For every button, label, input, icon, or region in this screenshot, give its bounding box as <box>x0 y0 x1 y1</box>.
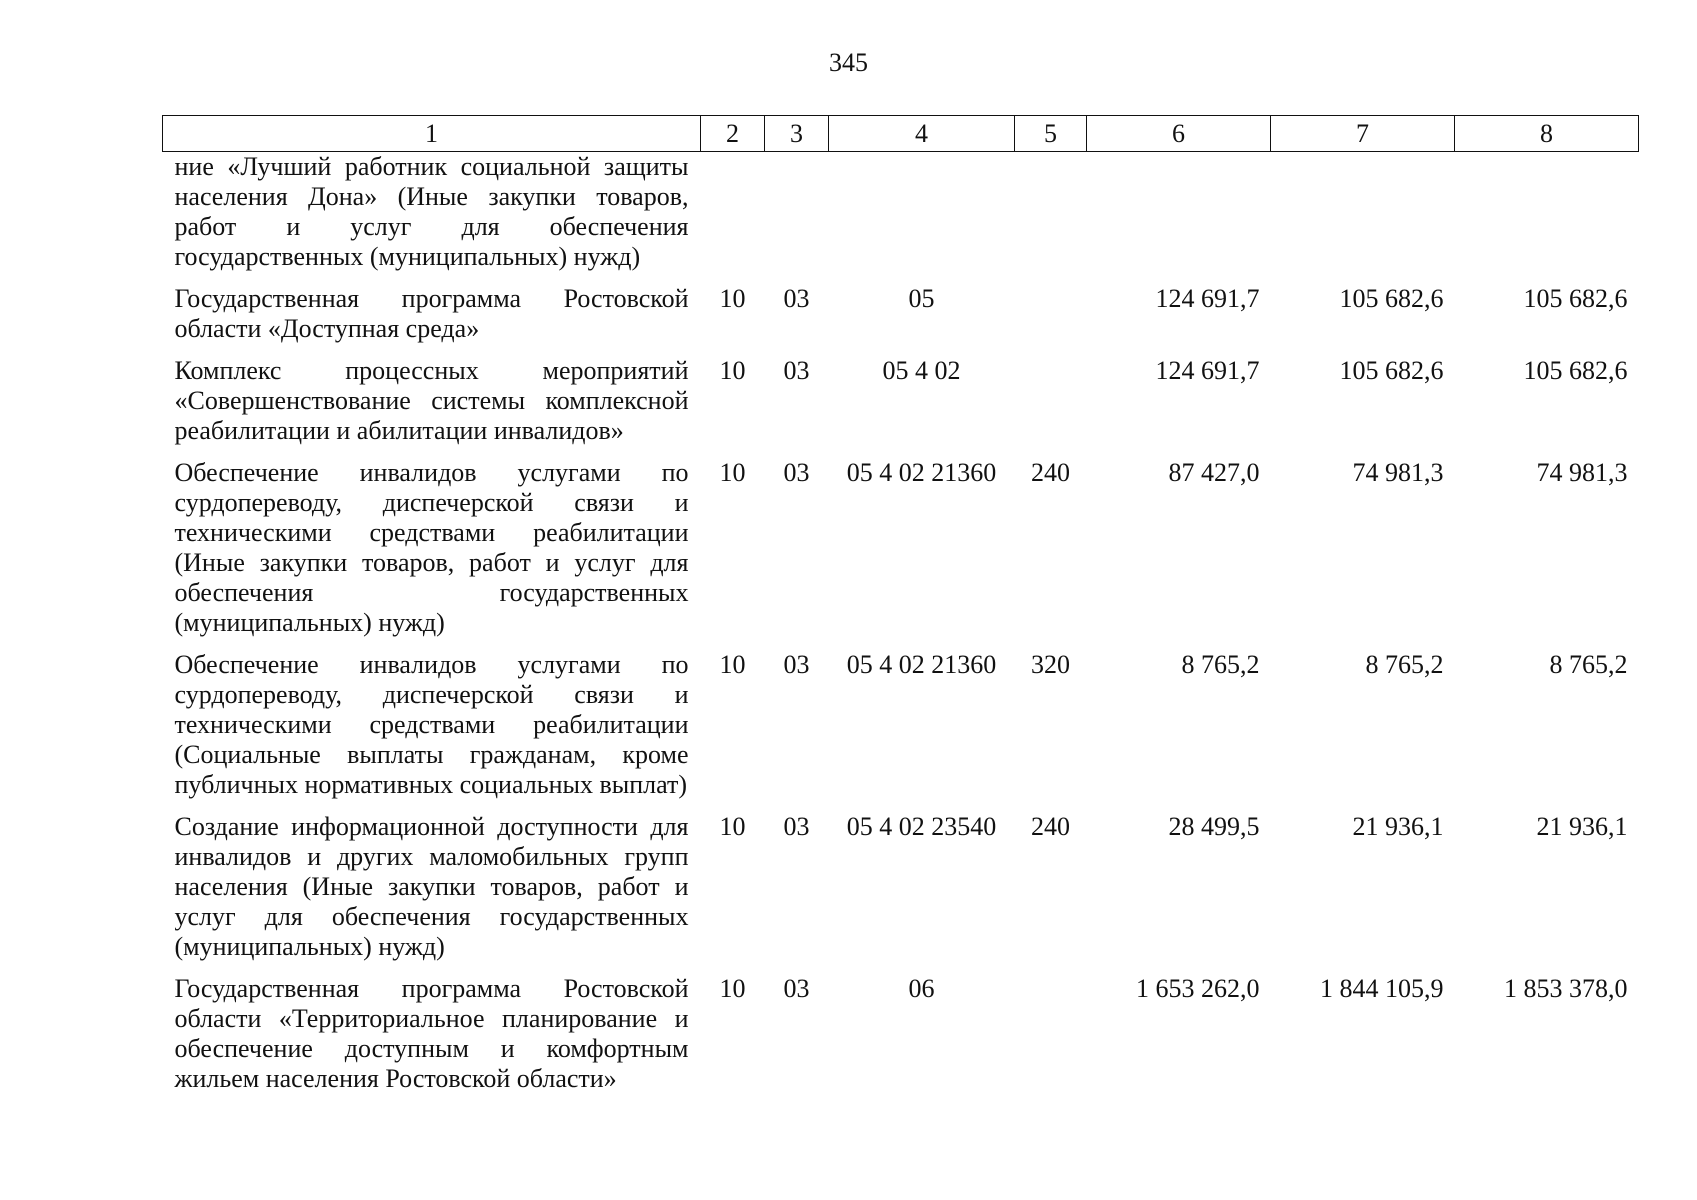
row-amount-1: 124 691,7 <box>1155 284 1260 313</box>
header-col-3: 3 <box>765 116 829 152</box>
row-amount-2: 74 981,3 <box>1352 458 1444 487</box>
table-row <box>163 272 1639 344</box>
row-rz: 10 <box>719 650 746 679</box>
header-col-4: 4 <box>829 116 1015 152</box>
row-amount-3: 21 936,1 <box>1536 812 1628 841</box>
row-rz: 10 <box>719 974 746 1003</box>
page-number: 345 <box>829 48 868 77</box>
table-body <box>163 152 1639 1095</box>
row-amount-3: 74 981,3 <box>1536 458 1628 487</box>
row-pr: 03 <box>783 356 810 385</box>
row-amount-2: 1 844 105,9 <box>1320 974 1444 1003</box>
row-rz: 10 <box>719 356 746 385</box>
row-amount-2: 105 682,6 <box>1339 356 1444 385</box>
header-col-5: 5 <box>1015 116 1087 152</box>
row-amount-3: 105 682,6 <box>1523 284 1628 313</box>
table-row <box>163 962 1639 1094</box>
row-vr <box>1015 344 1087 446</box>
row-rz <box>701 152 765 273</box>
budget-table <box>162 115 1639 1094</box>
row-amount-1 <box>1087 152 1271 273</box>
row-amount-1: 87 427,0 <box>1168 458 1260 487</box>
row-vr <box>1015 962 1087 1094</box>
header-col-1: 1 <box>163 116 701 152</box>
row-amount-2 <box>1271 152 1455 273</box>
table-header <box>163 116 1639 152</box>
row-amount-2: 105 682,6 <box>1339 284 1444 313</box>
row-rz: 10 <box>719 812 746 841</box>
row-amount-2: 21 936,1 <box>1352 812 1444 841</box>
row-name: Государственная программа Ростовской области «Доступная среда» <box>174 284 689 343</box>
row-vr <box>1015 272 1087 344</box>
row-name: Государственная программа Ростовской области «Территориальное планирование и обеспечение доступным и комфортным жильем населения Ростовской области» <box>174 974 689 1093</box>
row-amount-3: 105 682,6 <box>1523 356 1628 385</box>
header-col-7: 7 <box>1271 116 1455 152</box>
row-csr: 06 <box>908 974 935 1003</box>
row-name: Обеспечение инвалидов услугами по сурдопереводу, диспечерской связи и техническими средствами реабилитации (Социальные выплаты гражданам, кроме публичных нормативных социальных выплат) <box>174 650 689 799</box>
row-amount-2: 8 765,2 <box>1365 650 1444 679</box>
row-pr: 03 <box>783 458 810 487</box>
row-csr: 05 4 02 23540 <box>846 812 997 841</box>
row-name: Комплекс процессных мероприятий «Совершенствование системы комплексной реабилитации и абилитации инвалидов» <box>174 356 689 445</box>
row-pr: 03 <box>783 974 810 1003</box>
row-vr <box>1015 152 1087 273</box>
header-col-8: 8 <box>1455 116 1639 152</box>
row-vr: 240 <box>1031 812 1070 841</box>
row-name: Создание информационной доступности для инвалидов и других маломобильных групп населения (Иные закупки товаров, работ и услуг для обеспечения государственных (муниципальных) нужд) <box>174 812 689 961</box>
row-name: Обеспечение инвалидов услугами по сурдопереводу, диспечерской связи и техническими средствами реабилитации (Иные закупки товаров, работ и услуг для обеспечения государственных (муниципальных) нужд) <box>174 458 689 637</box>
header-col-2: 2 <box>701 116 765 152</box>
row-amount-1: 28 499,5 <box>1168 812 1260 841</box>
row-amount-1: 1 653 262,0 <box>1136 974 1260 1003</box>
row-amount-3 <box>1455 152 1639 273</box>
header-col-6: 6 <box>1087 116 1271 152</box>
row-amount-3: 1 853 378,0 <box>1504 974 1628 1003</box>
header-row <box>163 116 1639 152</box>
table-row <box>163 152 1639 273</box>
row-csr: 05 4 02 <box>882 356 961 385</box>
row-csr: 05 4 02 21360 <box>846 458 997 487</box>
row-pr <box>765 152 829 273</box>
row-csr <box>829 152 1015 273</box>
row-vr: 240 <box>1031 458 1070 487</box>
row-pr: 03 <box>783 650 810 679</box>
row-rz: 10 <box>719 458 746 487</box>
row-name: ние «Лучший работник социальной защиты населения Дона» (Иные закупки товаров, работ и услуг для обеспечения государственных (муниципальных) нужд) <box>174 152 689 271</box>
row-csr: 05 <box>908 284 935 313</box>
table-row <box>163 638 1639 800</box>
row-amount-1: 124 691,7 <box>1155 356 1260 385</box>
row-csr: 05 4 02 21360 <box>846 650 997 679</box>
row-rz: 10 <box>719 284 746 313</box>
table-row <box>163 344 1639 446</box>
row-vr: 320 <box>1031 650 1070 679</box>
row-pr: 03 <box>783 284 810 313</box>
table-row <box>163 800 1639 962</box>
row-pr: 03 <box>783 812 810 841</box>
table-row <box>163 446 1639 638</box>
row-amount-3: 8 765,2 <box>1549 650 1628 679</box>
row-amount-1: 8 765,2 <box>1181 650 1260 679</box>
